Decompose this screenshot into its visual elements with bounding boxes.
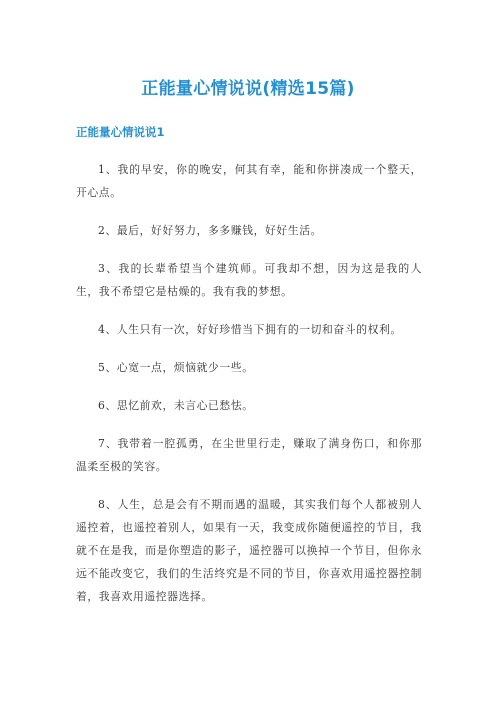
document-title: 正能量心情说说(精选15篇) (141, 79, 355, 99)
list-item: 8、人生，总是会有不期而遇的温暖，其实我们每个人都被别人遥控着，也遥控着别人，如果有一天，我变成你随便遥控的节目，我就不在是我，而是你塑造的影子，遥控器可以换掉一个节目，但你永远不能改变它，我们的生活终究是不同的节目，你喜欢用遥控器控制着，我喜欢用遥控器选择。 (76, 498, 422, 603)
list-item: 6、思忆前欢，未言心已愁怯。 (98, 399, 254, 412)
list-item: 7、我带着一腔孤勇，在尘世里行走，赚取了满身伤口，和你那温柔至极的笑容。 (76, 437, 422, 473)
list-item: 4、人生只有一次，好好珍惜当下拥有的一切和奋斗的权利。 (98, 323, 402, 336)
list-item: 1、我的早安，你的晚安，何其有幸，能和你拼凑成一个整天，开心点。 (76, 163, 422, 199)
section-heading: 正能量心情说说1 (76, 125, 165, 139)
item-list (76, 158, 422, 623)
list-item: 3、我的长辈希望当个建筑师。可我却不想，因为这是我的人生，我不希望它是枯燥的。我有我的梦想。 (76, 262, 422, 298)
list-item: 5、心宽一点，烦恼就少一些。 (98, 361, 254, 374)
list-item: 2、最后，好好努力，多多赚钱，好好生活。 (98, 224, 323, 237)
